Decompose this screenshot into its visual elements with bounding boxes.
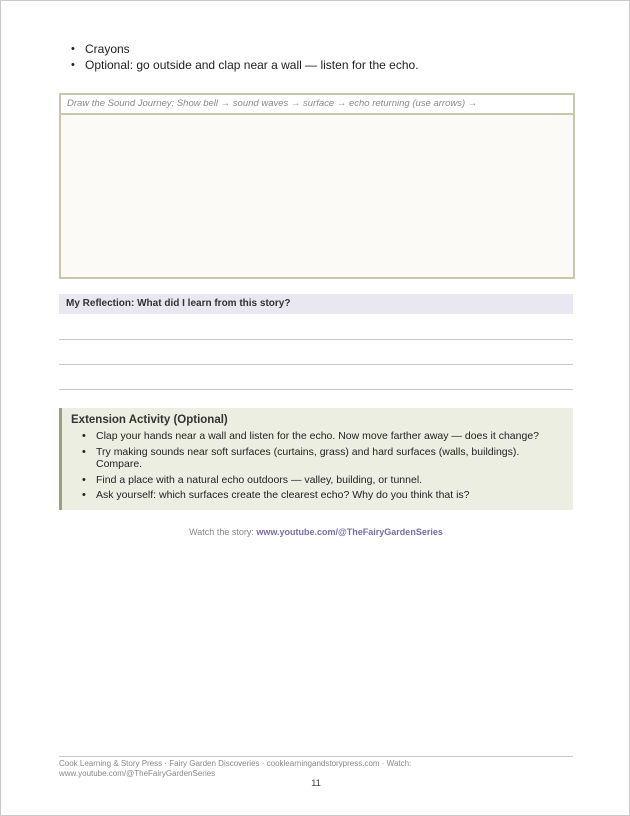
extension-item-text: Try making sounds near soft surfaces (curtains, grass) and hard surfaces (walls, buildings). Compare. (96, 445, 520, 470)
drawing-prompt: Draw the Sound Journey: Show bell → sound waves → surface → echo returning (use arrows) → (61, 95, 573, 115)
extension-list (82, 430, 552, 505)
extension-activity-box (59, 408, 573, 510)
material-item-label: Crayons (85, 42, 130, 56)
material-item-label: Optional: go outside and clap near a wall — listen for the echo. (85, 58, 419, 72)
writing-line[interactable] (59, 389, 573, 390)
materials-list (71, 41, 419, 73)
youtube-link[interactable]: www.youtube.com/@TheFairyGardenSeries (256, 527, 443, 537)
extension-title: Extension Activity (Optional) (71, 414, 228, 426)
extension-item-text: Find a place with a natural echo outdoors — valley, building, or tunnel. (96, 473, 423, 486)
list-item (71, 57, 419, 73)
footer-text: Cook Learning & Story Press · Fairy Garden Discoveries · cooklearningandstorypress.com · Watch: www.youtube.com/@TheFairyGardenSeries (59, 759, 412, 778)
drawing-box[interactable] (59, 93, 575, 279)
list-item (82, 474, 552, 487)
list-item (71, 41, 419, 57)
list-item (82, 489, 552, 502)
bullet-icon: • (82, 445, 86, 458)
bullet-icon: • (71, 59, 75, 71)
bullet-icon: • (71, 43, 75, 55)
watch-label: Watch the story: (189, 527, 257, 537)
writing-line[interactable] (59, 339, 573, 340)
page-number: 11 (311, 778, 321, 789)
footer-divider (59, 756, 573, 757)
list-item (82, 446, 552, 471)
bullet-icon: • (82, 473, 86, 486)
writing-line[interactable] (59, 364, 573, 365)
list-item (82, 430, 552, 443)
bullet-icon: • (82, 430, 86, 442)
watch-line (1, 527, 630, 537)
reflection-heading: My Reflection: What did I learn from this story? (59, 294, 573, 314)
extension-item-text: Clap your hands near a wall and listen for the echo. Now move farther away — does it change? (96, 430, 539, 442)
extension-item-text: Ask yourself: which surfaces create the clearest echo? Why do you think that is? (96, 489, 470, 501)
bullet-icon: • (82, 489, 86, 501)
